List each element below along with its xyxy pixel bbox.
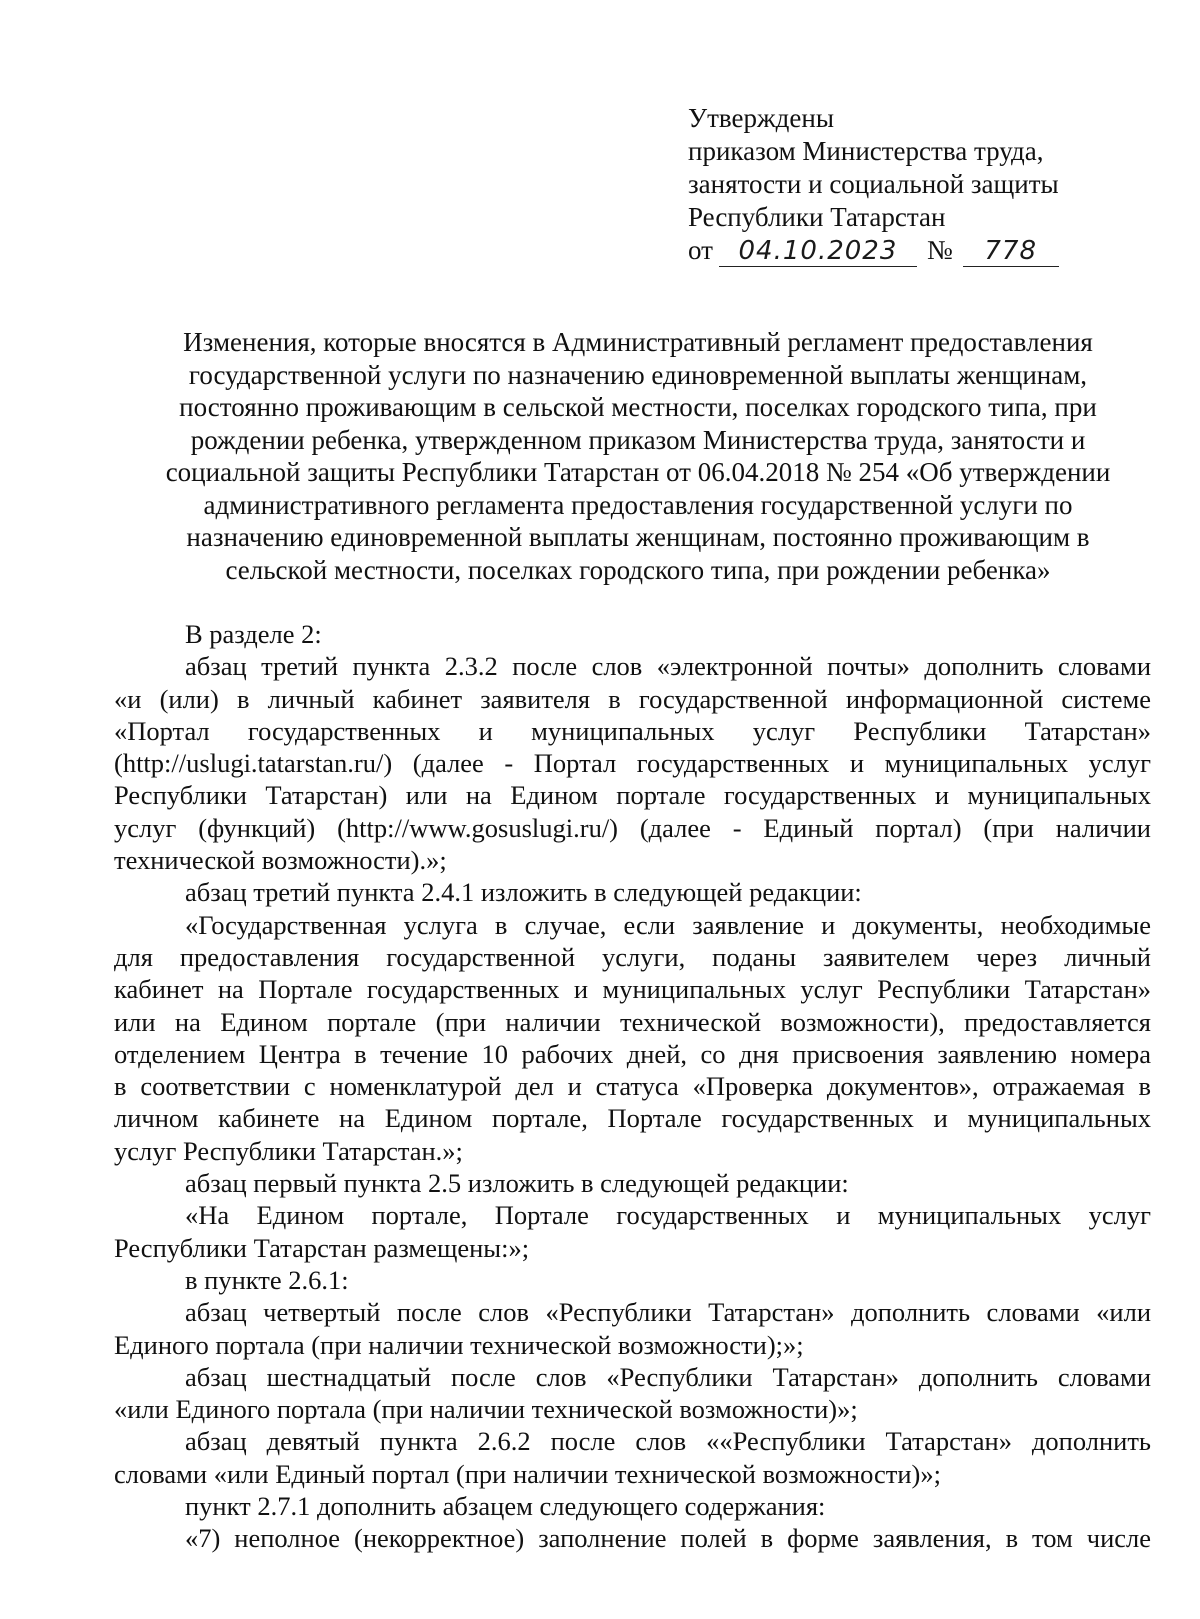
document-title — [118, 326, 1158, 586]
body-line: пункт 2.7.1 дополнить абзацем следующего содержания: — [185, 1491, 826, 1522]
body-line: в пункте 2.6.1: — [185, 1264, 349, 1295]
number-sign: № — [926, 235, 953, 265]
body-line: «7) неполное (некорректное) заполнение полей в форме заявления, в том числе — [185, 1523, 1151, 1554]
approval-line-4: Республики Татарстан — [688, 202, 946, 232]
body-line: услуг Республики Татарстан.»; — [114, 1135, 463, 1166]
body-line: абзац девятый пункта 2.6.2 после слов ««Республики Татарстан» дополнить — [185, 1426, 1151, 1457]
document-body — [114, 618, 1151, 1555]
approval-line-1: Утверждены — [688, 103, 834, 133]
body-line: словами «или Единый портал (при наличии технической возможности)»; — [114, 1458, 941, 1489]
title-line: социальной защиты Республики Татарстан от 06.04.2018 № 254 «Об утверждении — [165, 457, 1111, 487]
approval-line-3: занятости и социальной защиты — [688, 169, 1059, 199]
approval-block — [688, 102, 1108, 267]
approval-order-line — [688, 234, 1108, 267]
body-line: или на Едином портале (при наличии технической возможности), предоставляется — [114, 1006, 1151, 1037]
body-line: технической возможности).»; — [114, 845, 447, 876]
body-line: абзац первый пункта 2.5 изложить в следующей редакции: — [185, 1168, 849, 1199]
body-line: услуг (функций) (http://www.gosuslugi.ru/) (далее - Единый портал) (при наличии — [114, 812, 1151, 843]
body-line: личном кабинете на Едином портале, Портале государственных и муниципальных — [114, 1103, 1151, 1134]
body-line: В разделе 2: — [185, 619, 322, 649]
title-line: сельской местности, поселках городского типа, при рождении ребенка» — [225, 554, 1051, 585]
handwritten-number: 778 — [963, 236, 1059, 267]
body-line: кабинет на Портале государственных и муниципальных услуг Республики Татарстан» — [114, 974, 1151, 1005]
body-line: Республики Татарстан размещены:»; — [114, 1232, 530, 1263]
body-line: «и (или) в личный кабинет заявителя в государственной информационной системе — [114, 683, 1151, 714]
body-line: в соответствии с номенклатурой дел и статуса «Проверка документов», отражаемая в — [114, 1071, 1151, 1102]
body-line: Единого портала (при наличии технической возможности);»; — [114, 1329, 804, 1360]
body-line: абзац третий пункта 2.3.2 после слов «электронной почты» дополнить словами — [185, 651, 1151, 682]
body-line: «или Единого портала (при наличии технической возможности)»; — [114, 1394, 858, 1425]
title-line: административного регламента предоставления государственной услуги по — [203, 489, 1073, 520]
title-line: государственной услуги по назначению единовременной выплаты женщинам, — [188, 359, 1088, 390]
approval-line-2: приказом Министерства труда, — [688, 136, 1044, 166]
body-line: «Портал государственных и муниципальных услуг Республики Татарстан» — [114, 715, 1151, 746]
body-line: «На Едином портале, Портале государственных и муниципальных услуг — [185, 1200, 1151, 1231]
body-line: отделением Центра в течение 10 рабочих дней, со дня присвоения заявлению номера — [114, 1038, 1151, 1069]
body-line: абзац четвертый после слов «Республики Татарстан» дополнить словами «или — [185, 1297, 1151, 1328]
body-line: абзац третий пункта 2.4.1 изложить в следующей редакции: — [185, 877, 862, 908]
body-line: абзац шестнадцатый после слов «Республики Татарстан» дополнить словами — [185, 1361, 1151, 1392]
body-line: Республики Татарстан) или на Едином портале государственных и муниципальных — [114, 780, 1151, 811]
body-line: «Государственная услуга в случае, если заявление и документы, необходимые — [185, 909, 1151, 940]
title-line: рождении ребенка, утвержденном приказом Министерства труда, занятости и — [190, 424, 1086, 455]
body-line: (http://uslugi.tatarstan.ru/) (далее - Портал государственных и муниципальных услуг — [114, 748, 1151, 779]
title-line: постоянно проживающим в сельской местности, поселках городского типа, при — [179, 392, 1097, 422]
body-line: для предоставления государственной услуги, поданы заявителем через личный — [114, 941, 1151, 972]
handwritten-date: 04.10.2023 — [719, 236, 917, 267]
date-prefix: от — [688, 235, 713, 265]
title-line: назначению единовременной выплаты женщинам, постоянно проживающим в — [186, 522, 1090, 552]
title-line: Изменения, которые вносятся в Административный регламент предоставления — [183, 327, 1093, 357]
